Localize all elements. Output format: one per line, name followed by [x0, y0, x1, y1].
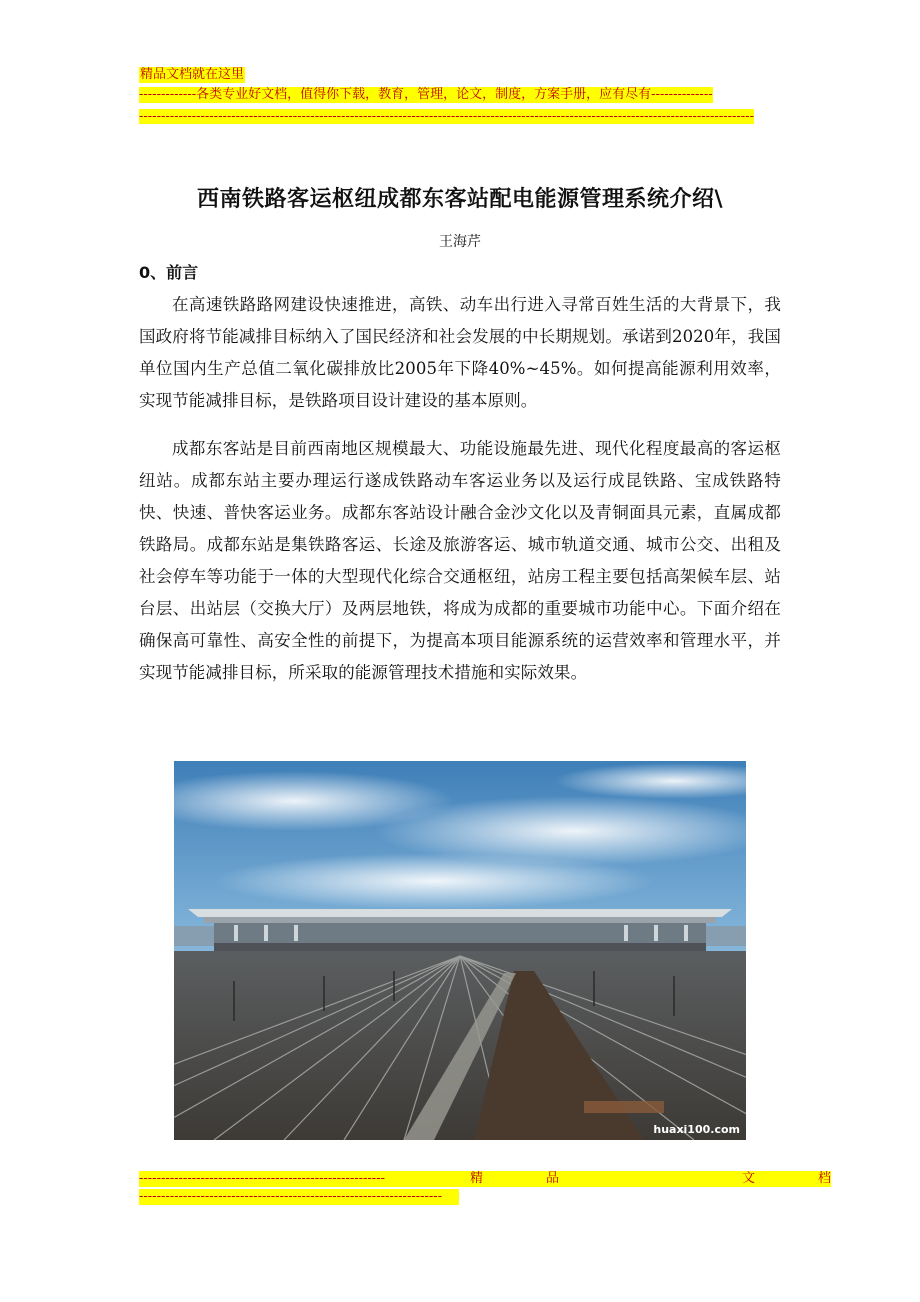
- image-caption: huaxi100.com: [653, 1123, 740, 1136]
- footer-dashes: --------------------------------------------------------: [139, 1171, 385, 1186]
- header-dash-line: --------------------------------------------------------------------------------------------------------------------------------------------: [139, 109, 754, 124]
- station-photo: [174, 761, 746, 1140]
- section-heading: 0、前言: [139, 263, 199, 282]
- header-banner-slogan: -------------各类专业好文档，值得你下载，教育，管理，论文，制度，方案手册，应有尽有--------------: [139, 87, 713, 102]
- paragraph-2: 成都东客站是目前西南地区规模最大、功能设施最先进、现代化程度最高的客运枢纽站。成都东站主要办理运行遂成铁路动车客运业务以及运行成昆铁路、宝成铁路特快、快速、普快客运业务。成都东客站设计融合金沙文化以及青铜面具元素，直属成都铁路局。成都东站是集铁路客运、长途及旅游客运、城市轨道交通、城市公交、出租及社会停车等功能于一体的大型现代化综合交通枢纽，站房工程主要包括高架候车层、站台层、出站层（交换大厅）及两层地铁，将成为成都的重要城市功能中心。下面介绍在确保高可靠性、高安全性的前提下，为提高本项目能源系统的运营效率和管理水平，并实现节能减排目标，所采取的能源管理技术措施和实际效果。: [139, 439, 781, 682]
- footer-dash-line: ---------------------------------------------------------------------: [139, 1189, 459, 1205]
- footer-char-1: 精: [469, 1171, 483, 1186]
- footer-char-4: 档: [817, 1171, 831, 1186]
- document-author: 王海芹: [439, 234, 481, 250]
- footer-banner: [139, 1171, 831, 1205]
- footer-char-2: 品: [545, 1171, 559, 1186]
- footer-char-3: 文: [741, 1171, 755, 1186]
- header-banner-title: 精品文档就在这里: [140, 67, 245, 82]
- document-title: 西南铁路客运枢纽成都东客站配电能源管理系统介绍\: [196, 187, 724, 212]
- paragraph-1: 在高速铁路路网建设快速推进，高铁、动车出行进入寻常百姓生活的大背景下，我国政府将节能减排目标纳入了国民经济和社会发展的中长期规划。承诺到2020年，我国单位国内生产总值二氧化碳排放比2005年下降40%~45%。如何提高能源利用效率，实现节能减排目标，是铁路项目设计建设的基本原则。: [139, 295, 781, 410]
